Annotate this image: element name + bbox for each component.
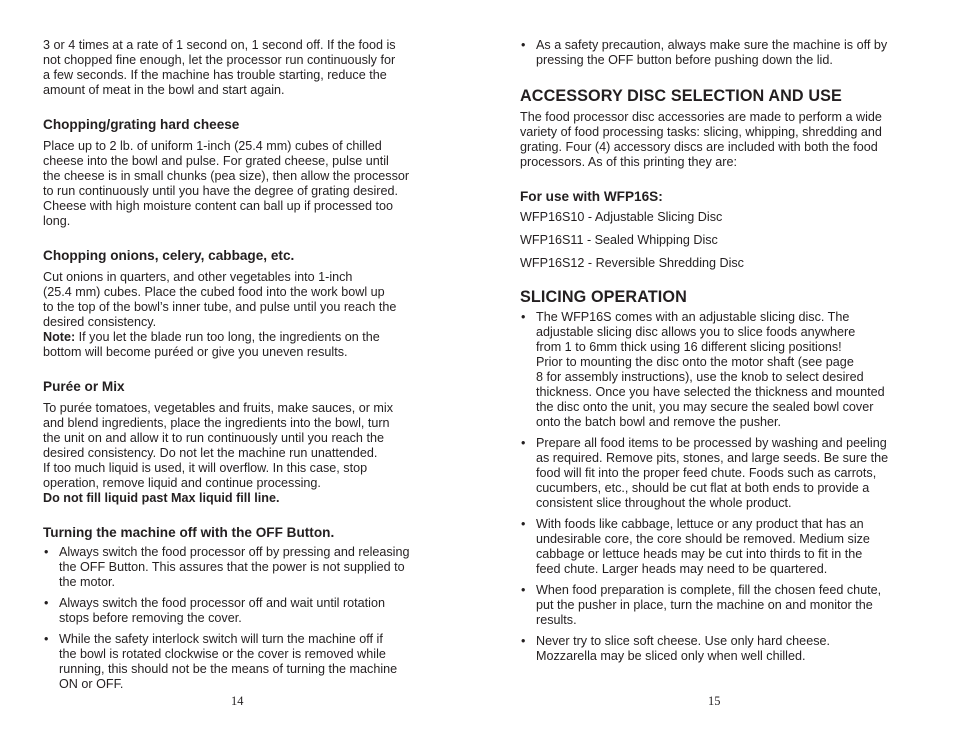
list-item: • As a safety precaution, always make sure the machine is off by pressing the OFF button before pushing down the lid. (521, 38, 888, 67)
bullet-icon: • (521, 583, 526, 597)
note-label: Note: (43, 330, 76, 344)
bullet-icon: • (521, 38, 526, 52)
bullet-icon: • (521, 634, 526, 648)
disc-item: WFP16S10 - Adjustable Slicing Disc (520, 210, 723, 224)
cheese-heading: Chopping/grating hard cheese (43, 117, 240, 132)
puree-heading: Purée or Mix (43, 379, 125, 394)
page-number-right: 15 (708, 694, 721, 708)
right-page (520, 38, 913, 670)
cheese-paragraph: Place up to 2 lb. of uniform 1-inch (25.4 mm) cubes of chilled cheese into the bowl and pulse. For grated cheese, pulse until the cheese is in small chunks (pea size), then allow the processor to run continuously until you have the degree of grating desired. Cheese with high moisture content can ball up if processed too long. (43, 139, 410, 228)
bullet-icon: • (44, 632, 49, 646)
onions-heading: Chopping onions, celery, cabbage, etc. (43, 248, 295, 263)
safety-list (520, 38, 913, 68)
intro-paragraph: 3 or 4 times at a rate of 1 second on, 1 second off. If the food is not chopped fine enough, let the processor run continuously for a few seconds. If the machine has trouble starting, reduce the amount of meat in the bowl and start again. (43, 38, 396, 97)
list-item: • Prepare all food items to be processed by washing and peeling as required. Remove pits, stones, and large seeds. Be sure the food will fit into the proper feed chute. Foods such as carrots, cucumbers, etc., should be cut flat at both ends to provide a consistent slice throughout the whole product. (521, 436, 889, 510)
list-item: • While the safety interlock switch will turn the machine off if the bowl is rotated clockwise or the cover is removed while running, this should not be the means of turning the machine ON or OFF. (44, 632, 398, 691)
disc-item: WFP16S12 - Reversible Shredding Disc (520, 256, 744, 270)
bullet-icon: • (521, 517, 526, 531)
onions-paragraph: Cut onions in quarters, and other vegetables into 1-inch (25.4 mm) cubes. Place the cubed food into the work bowl up to the top of the bowl’s inner tube, and pulse until you reach the desired consistency. (43, 270, 397, 329)
accessory-heading: ACCESSORY DISC SELECTION AND USE (520, 87, 842, 105)
list-item: • Always switch the food processor off by pressing and releasing the OFF Button. This assures that the power is not supplied to the motor. (44, 545, 410, 589)
for-use-heading: For use with WFP16S: (520, 189, 663, 204)
list-item: • The WFP16S comes with an adjustable slicing disc. The adjustable slicing disc allows you to slice foods anywhere from 1 to 6mm thick using 16 different slicing positions! Prior to mounting the disc onto the motor shaft (see page 8 for assembly instructions), use the knob to select desired thickness. Once you have selected the thickness and mounted the disc onto the unit, you may secure the sealed bowl cover onto the batch bowl and remove the pusher. (521, 310, 885, 429)
disc-item: WFP16S11 - Sealed Whipping Disc (520, 233, 718, 247)
page-number-left: 14 (231, 694, 244, 708)
note-text: If you let the blade run too long, the ingredients on the bottom will become puréed or give you uneven results. (43, 330, 380, 359)
list-item: • Never try to slice soft cheese. Use only hard cheese. Mozzarella may be sliced only when well chilled. (521, 634, 830, 663)
bullet-icon: • (44, 545, 49, 559)
list-item: • With foods like cabbage, lettuce or any product that has an undesirable core, the core should be removed. Medium size cabbage or lettuce heads may be cut into thirds to fit in the feed chute. Larger heads may need to be quartered. (521, 517, 870, 576)
list-item: • When food preparation is complete, fill the chosen feed chute, put the pusher in place, turn the machine on and monitor the results. (521, 583, 882, 627)
bullet-icon: • (44, 596, 49, 610)
onions-note (43, 330, 438, 360)
bullet-icon: • (521, 436, 526, 450)
left-page (43, 38, 438, 698)
accessory-paragraph: The food processor disc accessories are made to perform a wide variety of food processing tasks: slicing, whipping, shredding and grating. Four (4) accessory discs are included with both the food processors. As of this printing they are: (520, 110, 882, 169)
slicing-list (520, 310, 913, 664)
off-button-heading: Turning the machine off with the OFF Button. (43, 525, 335, 540)
slicing-heading: SLICING OPERATION (520, 288, 687, 306)
bullet-icon: • (521, 310, 526, 324)
off-button-list (43, 545, 438, 692)
puree-paragraph: To purée tomatoes, vegetables and fruits, make sauces, or mix and blend ingredients, place the ingredients into the bowl, turn the unit on and allow it to run continuously until you reach the desired consistency. Do not let the machine run unattended. If too much liquid is used, it will overflow. In this case, stop operation, remove liquid and continue processing. (43, 401, 393, 490)
list-item: • Always switch the food processor off and wait until rotation stops before removing the cover. (44, 596, 385, 625)
max-fill-warning: Do not fill liquid past Max liquid fill line. (43, 491, 280, 505)
